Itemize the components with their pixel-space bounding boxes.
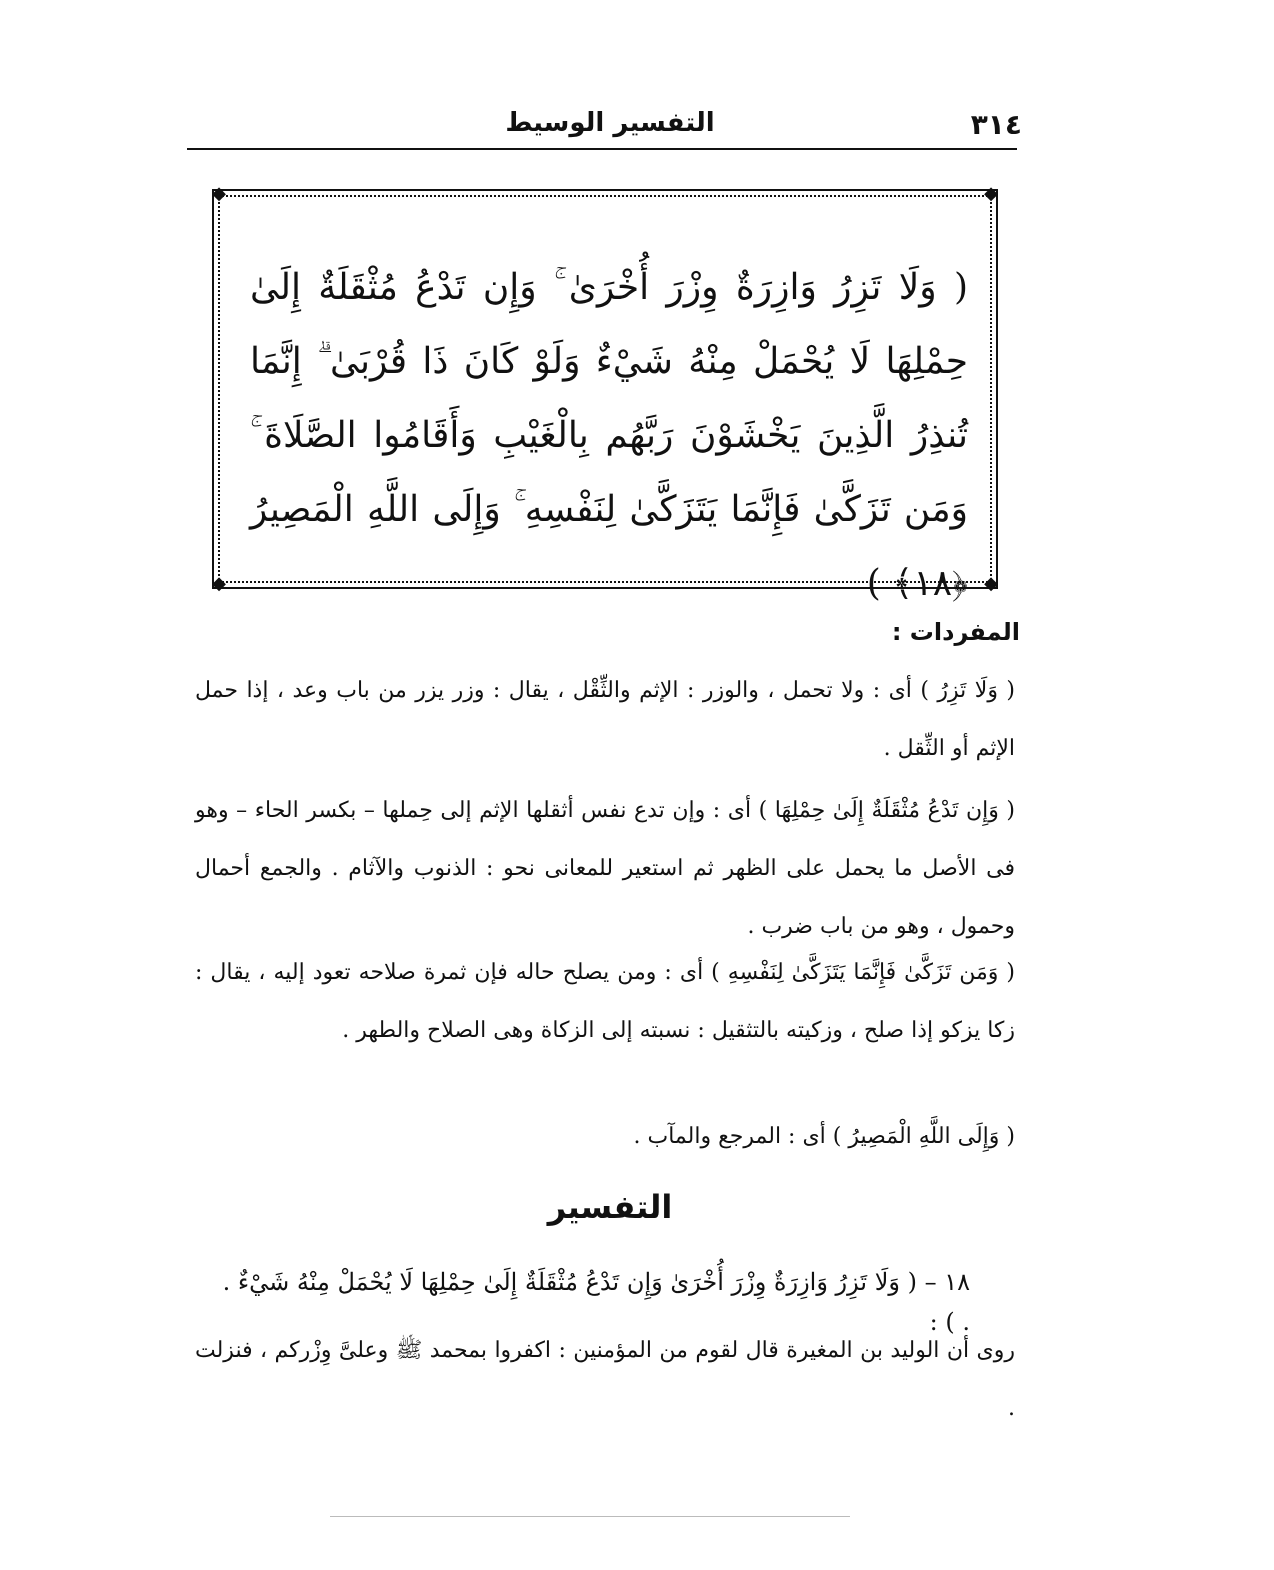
- running-title: التفسير الوسيط: [505, 108, 715, 138]
- verse-frame: [212, 183, 998, 604]
- tafsir-heading: التفسير: [547, 1188, 673, 1226]
- vocabulary-entry: ( وَإِلَى اللَّهِ الْمَصِيرُ ) أى : المرجع والمآب .: [633, 1124, 1015, 1149]
- vocabulary-heading: المفردات :: [891, 618, 1020, 646]
- frame-corner-diamond: ◆: [984, 183, 998, 204]
- frame-corner-diamond: ◆: [212, 573, 226, 594]
- frame-corner-diamond: ◆: [212, 183, 226, 204]
- vocabulary-entry: ( وَإِن تَدْعُ مُثْقَلَةٌ إِلَىٰ حِمْلِهَا ) أى : وإن تدع نفس أثقلها الإثم إلى حِملها – بكسر الحاء – وهو فى الأصل ما يحمل على الظهر ثم استعير للمعانى نحو : الذنوب والآثام . والجمع أحمال وحمول ، وهو من باب ضرب .: [195, 798, 1015, 939]
- quran-verse-text: ( وَلَا تَزِرُ وَازِرَةٌ وِزْرَ أُخْرَىٰ ۚ وَإِن تَدْعُ مُثْقَلَةٌ إِلَىٰ حِمْلِهَا لَا يُحْمَلْ مِنْهُ شَيْءٌ وَلَوْ كَانَ ذَا قُرْبَىٰ ۗ إِنَّمَا تُنذِرُ الَّذِينَ يَخْشَوْنَ رَبَّهُم بِالْغَيْبِ وَأَقَامُوا الصَّلَاةَ ۚ وَمَن تَزَكَّىٰ فَإِنَّمَا يَتَزَكَّىٰ لِنَفْسِهِ ۚ وَإِلَى اللَّهِ الْمَصِيرُ ﴿١٨﴾ ): [250, 267, 968, 604]
- vocabulary-entry: ( وَلَا تَزِرُ ) أى : ولا تحمل ، والوزر : الإثم والثِّقْل ، يقال : وزر يزر من باب وعد ، إذا حمل الإثم أو الثِّقل .: [195, 678, 1015, 761]
- tafsir-verse-reference: ١٨ – ( وَلَا تَزِرُ وَازِرَةٌ وِزْرَ أُخْرَىٰ وَإِن تَدْعُ مُثْقَلَةٌ إِلَىٰ حِمْلِهَا لَا يُحْمَلْ مِنْهُ شَيْءٌ . . ) :: [222, 1268, 970, 1336]
- header-rule: [187, 148, 1017, 150]
- tafsir-paragraph: روى أن الوليد بن المغيرة قال لقوم من المؤمنين : اكفروا بمحمد ﷺ وعلىَّ وِزْركم ، فنزلت .: [195, 1338, 1015, 1421]
- frame-corner-diamond: ◆: [984, 573, 998, 594]
- page-number: ٣١٤: [970, 108, 1022, 141]
- vocabulary-entry: ( وَمَن تَزَكَّىٰ فَإِنَّمَا يَتَزَكَّىٰ لِنَفْسِهِ ) أى : ومن يصلح حاله فإن ثمرة صلاحه تعود إليه ، يقال : زكا يزكو إذا صلح ، وزكيته بالتثقيل : نسبته إلى الزكاة وهى الصلاح والطهر .: [195, 960, 1015, 1043]
- footer-rule: [330, 1516, 850, 1517]
